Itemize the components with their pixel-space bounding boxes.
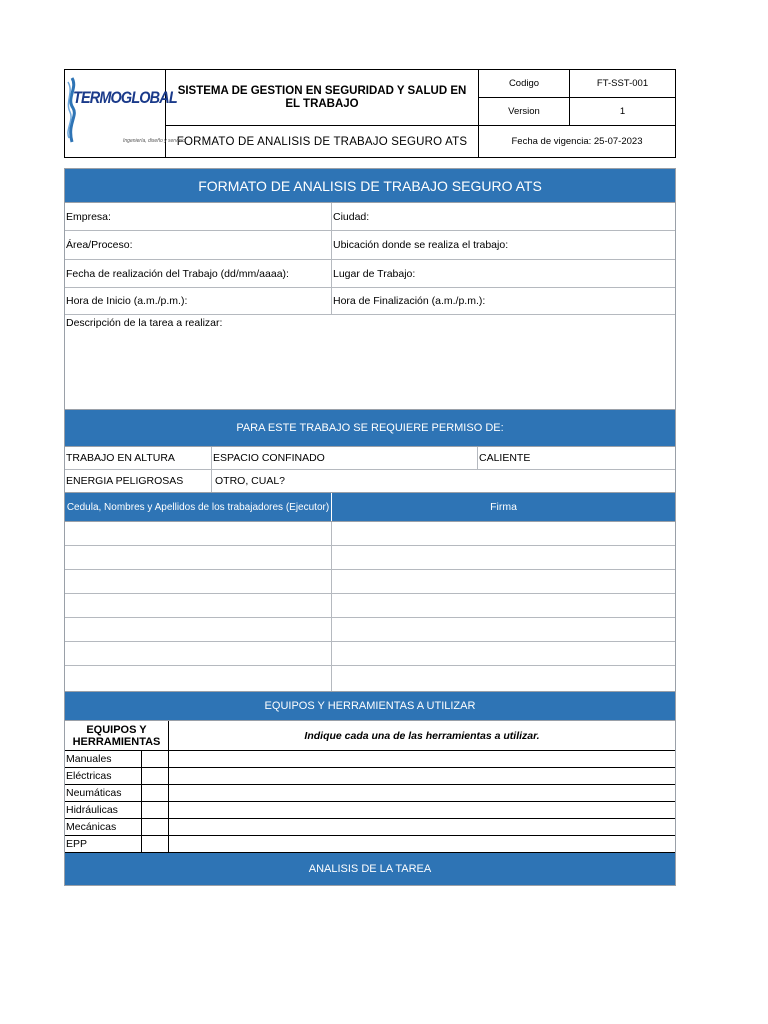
equipment-row [65,802,675,819]
code-value: FT-SST-001 [596,78,649,89]
worker-name-cell[interactable] [65,522,332,545]
worker-row [65,594,675,618]
worker-row [65,618,675,642]
equipment-detail[interactable] [169,802,675,818]
company-logo [65,70,185,157]
ciudad-field[interactable]: Ciudad: [333,210,370,223]
worker-signature-cell[interactable] [332,618,675,641]
version-value: 1 [619,106,626,117]
worker-signature-cell[interactable] [332,546,675,569]
format-title: FORMATO DE ANALISIS DE TRABAJO SEGURO ATS [176,135,468,148]
equipment-detail[interactable] [169,785,675,801]
equipment-detail[interactable] [169,836,675,852]
form-title: FORMATO DE ANALISIS DE TRABAJO SEGURO ATS [65,169,675,203]
worker-signature-cell[interactable] [332,666,675,691]
equipment-detail[interactable] [169,751,675,767]
logo-tagline: Ingeniería, diseño y servicio [123,138,185,144]
worker-row [65,522,675,546]
permit-altura[interactable]: TRABAJO EN ALTURA [65,447,212,469]
equipment-type: Manuales [65,751,142,767]
equipment-type: Mecánicas [65,819,142,835]
permit-confinado[interactable]: ESPACIO CONFINADO [212,447,478,469]
worker-row [65,546,675,570]
worker-name-cell[interactable] [65,594,332,617]
worker-signature-cell[interactable] [332,522,675,545]
equipment-detail[interactable] [169,768,675,784]
worker-signature-cell[interactable] [332,570,675,593]
equipment-row [65,768,675,785]
equipment-row [65,819,675,836]
system-title: SISTEMA DE GESTION EN SEGURIDAD Y SALUD EN EL TRABAJO [166,70,478,126]
equipment-column-header: EQUIPOS Y HERRAMIENTAS [65,721,169,750]
worker-signature-cell[interactable] [332,594,675,617]
equipment-row [65,751,675,768]
document-header [64,69,676,158]
version-label: Version [479,98,570,125]
worker-row [65,642,675,666]
equipment-check[interactable] [142,802,169,818]
equipment-check[interactable] [142,836,169,852]
ats-form [64,168,676,886]
worker-name-cell[interactable] [65,618,332,641]
empresa-field[interactable]: Empresa: [65,203,332,230]
equipment-row [65,785,675,802]
equipment-type: EPP [65,836,142,852]
equipment-title: EQUIPOS Y HERRAMIENTAS A UTILIZAR [65,692,675,721]
analysis-title: ANALISIS DE LA TAREA [65,853,675,885]
worker-name-cell[interactable] [65,546,332,569]
permit-caliente[interactable]: CALIENTE [479,452,531,464]
equipment-check[interactable] [142,785,169,801]
code-label: Codigo [479,70,570,97]
area-field[interactable]: Área/Proceso: [65,231,332,259]
worker-row [65,570,675,594]
workers-header: Cedula, Nombres y Apellidos de los trabajadores (Ejecutor) [65,493,332,521]
ubicacion-field[interactable]: Ubicación donde se realiza el trabajo: [333,239,509,251]
worker-name-cell[interactable] [65,570,332,593]
worker-name-cell[interactable] [65,642,332,665]
equipment-instruction: Indique cada una de las herramientas a utilizar. [304,729,540,742]
worker-name-cell[interactable] [65,666,332,691]
equipment-type: Neumáticas [65,785,142,801]
equipment-check[interactable] [142,768,169,784]
equipment-row [65,836,675,853]
lugar-field[interactable]: Lugar de Trabajo: [333,267,416,280]
worker-row [65,666,675,692]
equipment-type: Eléctricas [65,768,142,784]
equipment-detail[interactable] [169,819,675,835]
hora-fin-field[interactable]: Hora de Finalización (a.m./p.m.): [333,295,486,307]
fecha-field[interactable]: Fecha de realización del Trabajo (dd/mm/aaaa): [65,260,332,287]
permit-otro[interactable]: OTRO, CUAL? [215,475,286,487]
equipment-check[interactable] [142,751,169,767]
permit-energia[interactable]: ENERGIA PELIGROSAS [65,470,212,492]
validity-date: Fecha de vigencia: 25-07-2023 [511,136,643,147]
hora-inicio-field[interactable]: Hora de Inicio (a.m./p.m.): [65,288,332,314]
equipment-check[interactable] [142,819,169,835]
worker-signature-cell[interactable] [332,642,675,665]
signature-header: Firma [490,501,517,513]
equipment-type: Hidráulicas [65,802,142,818]
descripcion-field[interactable]: Descripción de la tarea a realizar: [65,315,675,410]
logo-text: TERMOGLOBAL [73,88,177,107]
permit-title: PARA ESTE TRABAJO SE REQUIERE PERMISO DE: [65,410,675,447]
